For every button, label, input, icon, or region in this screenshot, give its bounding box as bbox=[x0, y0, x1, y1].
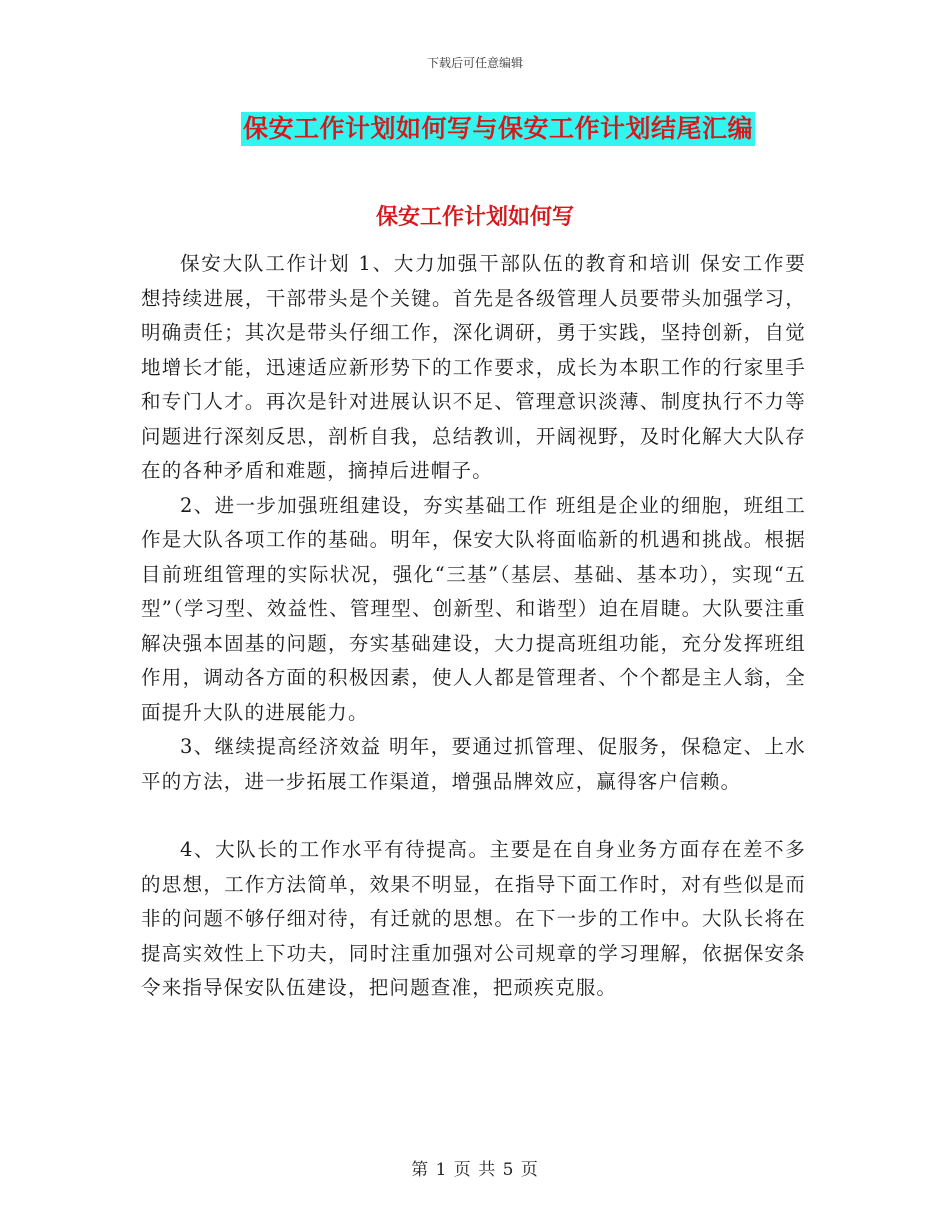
section-title: 保安工作计划如何写 bbox=[375, 204, 574, 230]
document-title: 保安工作计划如何写与保安工作计划结尾汇编 bbox=[241, 112, 755, 146]
paragraph-2: 2、进一步加强班组建设，夯实基础工作 班组是企业的细胞，班组工作是大队各项工作的基础。明年，保安大队将面临新的机遇和挑战。根据目前班组管理的实际状况，强化“三基”（基层、基础、基本功），实现“五型”（学习型、效益性、管理型、创新型、和谐型）迫在眉睫。大队要注重解决强本固基的问题，夯实基础建设，大力提高班组功能，充分发挥班组作用，调动各方面的积极因素，使人人都是管理者、个个都是主人翁，全面提升大队的进展能力。 bbox=[141, 493, 806, 724]
paragraph-3: 3、继续提高经济效益 明年，要通过抓管理、促服务，保稳定、上水平的方法，进一步拓展工作渠道，增强品牌效应，赢得客户信赖。 bbox=[141, 735, 806, 793]
paragraph-1: 保安大队工作计划 1、大力加强干部队伍的教育和培训 保安工作要想持续进展，干部带头是个关键。首先是各级管理人员要带头加强学习，明确责任；其次是带头仔细工作，深化调研，勇于实践，坚持创新，自觉地增长才能，迅速适应新形势下的工作要求，成长为本职工作的行家里手和专门人才。再次是针对进展认识不足、管理意识淡薄、制度执行不力等问题进行深刻反思，剖析自我，总结教训，开阔视野，及时化解大大队存在的各种矛盾和难题，摘掉后进帽子。 bbox=[141, 252, 806, 482]
document-title-wrapper bbox=[0, 112, 950, 146]
paragraph-4: 4、大队长的工作水平有待提高。主要是在自身业务方面存在差不多的思想，工作方法简单，效果不明显，在指导下面工作时，对有些似是而非的问题不够仔细对待，有迁就的思想。在下一步的工作中。大队长将在提高实效性上下功夫，同时注重加强对公司规章的学习理解，依据保安条令来指导保安队伍建设，把问题查准，把顽疾克服。 bbox=[141, 838, 806, 999]
document-body bbox=[141, 247, 806, 1006]
page-footer: 第 1 页 共 5 页 bbox=[411, 1160, 539, 1180]
header-note: 下载后可任意编辑 bbox=[426, 56, 523, 70]
